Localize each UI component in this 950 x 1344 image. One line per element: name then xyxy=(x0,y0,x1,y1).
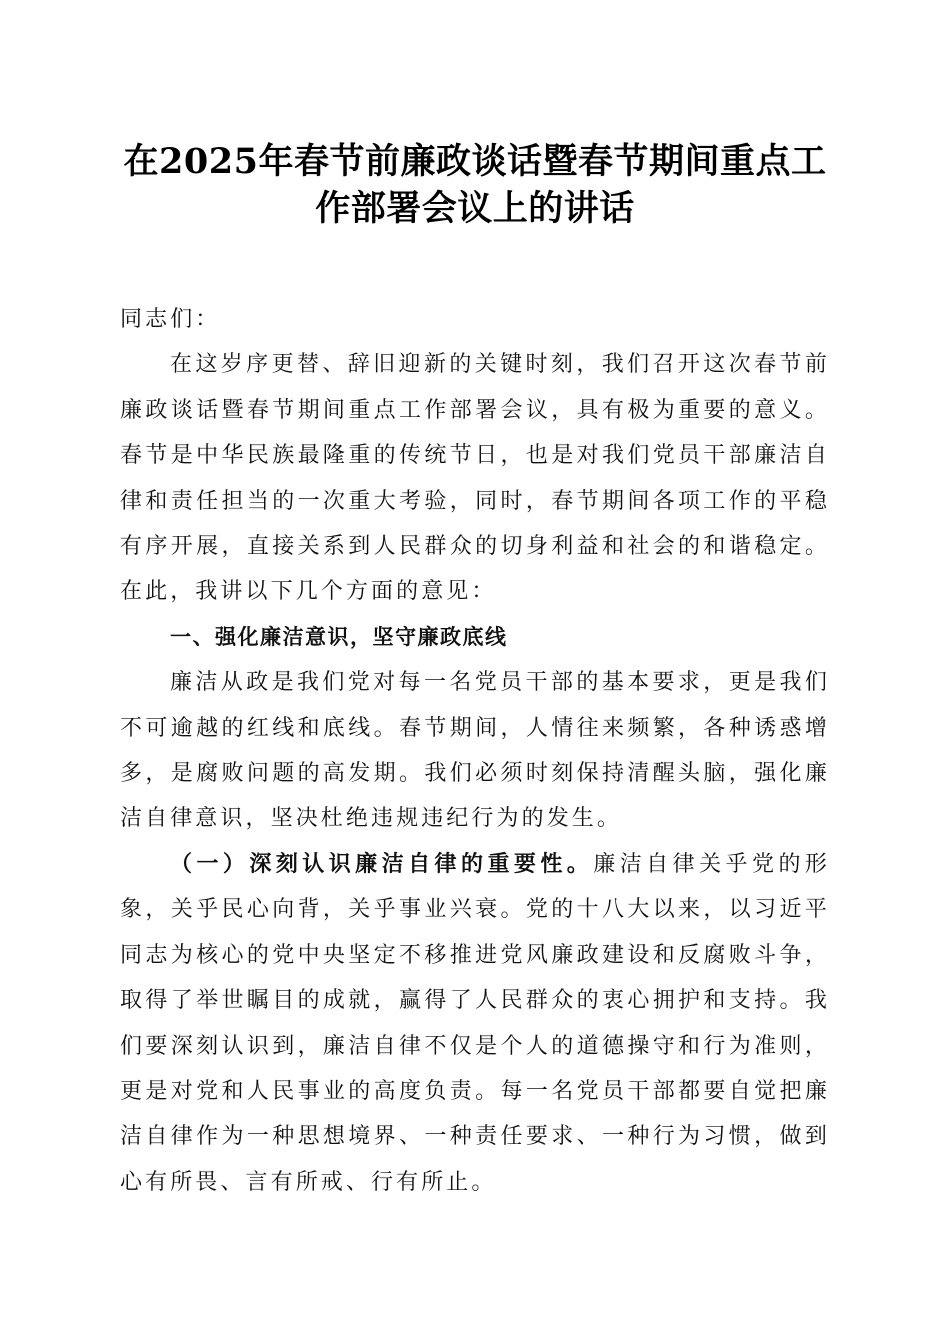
document-body xyxy=(120,297,830,1205)
document-title xyxy=(120,138,830,232)
subsection-1-lead: （一）深刻认识廉洁自律的重要性。 xyxy=(170,850,594,877)
intro-paragraph: 在这岁序更替、辞旧迎新的关键时刻，我们召开这次春节前廉政谈话暨春节期间重点工作部署会议，具有极为重要的意义。春节是中华民族最隆重的传统节日，也是对我们党员干部廉洁自律和责任担当的一次重大考验，同时，春节期间各项工作的平稳有序开展，直接关系到人民群众的切身利益和社会的和谐稳定。在此，我讲以下几个方面的意见： xyxy=(120,352,830,605)
subsection-1-text: 廉洁自律关乎党的形象，关乎民心向背，关乎事业兴衰。党的十八大以来，以习近平同志为核心的党中央坚定不移推进党风廉政建设和反腐败斗争，取得了举世瞩目的成就，赢得了人民群众的衷心拥护和支持。我们要深刻认识到，廉洁自律不仅是个人的道德操守和行为准则，更是对党和人民事业的高度负责。每一名党员干部都要自觉把廉洁自律作为一种思想境界、一种责任要求、一种行为习惯，做到心有所畏、言有所戒、行有所止。 xyxy=(120,851,830,1195)
subsection-1-paragraph xyxy=(120,842,830,1205)
title-line-2: 作部署会议上的讲话 xyxy=(315,188,635,229)
section-1-heading: 一、强化廉洁意识，坚守廉政底线 xyxy=(170,624,508,649)
document-page xyxy=(120,138,830,1205)
title-line-1: 在2025年春节前廉政谈话暨春节期间重点工 xyxy=(123,141,827,182)
salutation: 同志们： xyxy=(120,307,221,332)
section-1-paragraph: 廉洁从政是我们党对每一名党员干部的基本要求，更是我们不可逾越的红线和底线。春节期间，人情往来频繁，各种诱惑增多，是腐败问题的高发期。我们必须时刻保持清醒头脑，强化廉洁自律意识，坚决杜绝违规违纪行为的发生。 xyxy=(120,670,830,832)
